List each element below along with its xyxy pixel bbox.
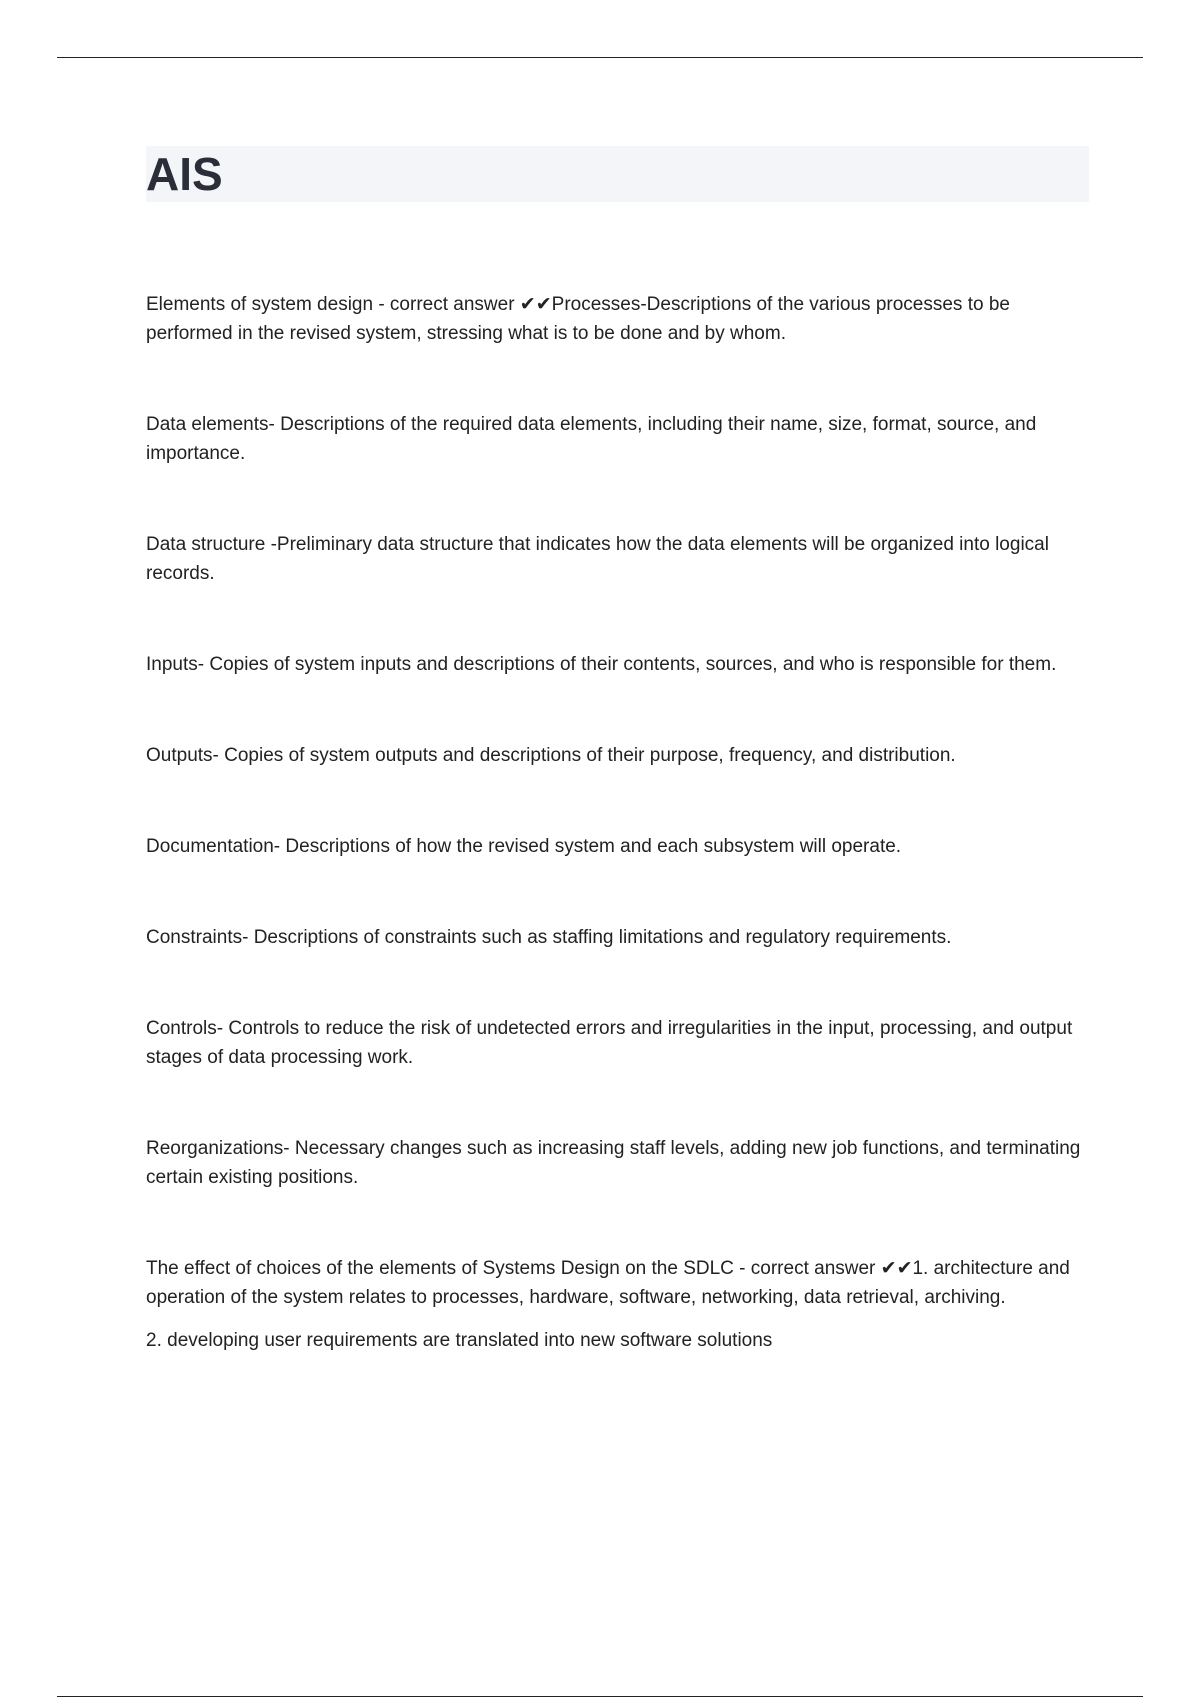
- paragraph-constraints: Constraints- Descriptions of constraints such as staffing limitations and regulatory requirements.: [146, 927, 952, 948]
- paragraph-user-requirements: 2. developing user requirements are translated into new software solutions: [146, 1330, 773, 1351]
- page-title: AIS: [146, 148, 223, 200]
- paragraph-outputs: Outputs- Copies of system outputs and descriptions of their purpose, frequency, and distribution.: [146, 745, 956, 766]
- paragraph-reorganizations: Reorganizations- Necessary changes such as increasing staff levels, adding new job functions, and terminating certain existing positions.: [146, 1138, 1081, 1188]
- document-body: [146, 290, 1096, 1355]
- paragraph-controls: Controls- Controls to reduce the risk of undetected errors and irregularities in the input, processing, and output stages of data processing work.: [146, 1018, 1073, 1068]
- paragraph-data-structure: Data structure -Preliminary data structure that indicates how the data elements will be organized into logical records.: [146, 534, 1049, 584]
- paragraph-effect-of-choices: The effect of choices of the elements of Systems Design on the SDLC - correct answer ✔✔1. architecture and operation of the system relates to processes, hardware, software, networking, data retrieval, archiving.: [146, 1258, 1070, 1308]
- paragraph-elements-of-system-design: Elements of system design - correct answer ✔✔Processes-Descriptions of the various processes to be performed in the revised system, stressing what is to be done and by whom.: [146, 294, 1010, 344]
- paragraph-documentation: Documentation- Descriptions of how the revised system and each subsystem will operate.: [146, 836, 902, 857]
- paragraph-inputs: Inputs- Copies of system inputs and descriptions of their contents, sources, and who is responsible for them.: [146, 654, 1057, 675]
- title-banner: [146, 146, 1089, 202]
- footer-rule: [57, 1696, 1143, 1697]
- header-rule: [57, 57, 1143, 58]
- paragraph-data-elements: Data elements- Descriptions of the required data elements, including their name, size, format, source, and importance.: [146, 414, 1037, 464]
